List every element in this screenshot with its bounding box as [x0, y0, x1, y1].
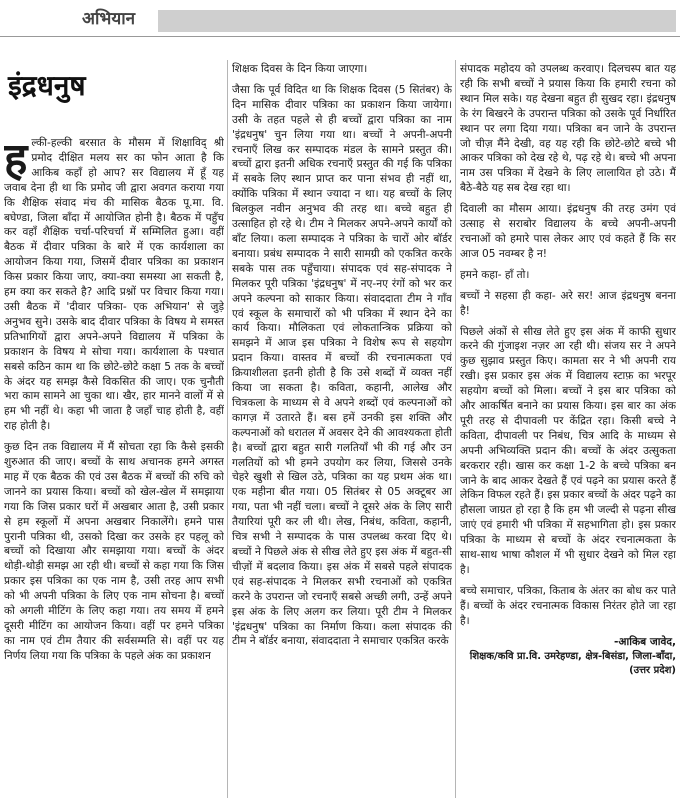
paragraph: दिवाली का मौसम आया। इंद्रधनुष की तरह उमंग एवं उत्साह से सराबोर विद्यालय के बच्चे अपनी-अपनी रचनाओं को हमारे पास लेकर आए एवं कहते हैं कि सर आज 05 नवम्बर है न!: [460, 203, 676, 260]
column-divider: [455, 60, 456, 798]
drop-cap: ह: [4, 136, 28, 185]
article-column-2: [232, 62, 452, 798]
section-title: अभियान: [82, 9, 136, 29]
author-designation: शिक्षक/कवि प्रा.वि. उमरेहण्डा, क्षेत्र-बिसंडा, जिला-बाँदा,: [469, 650, 676, 662]
article-title: इंद्रधनुष: [8, 69, 86, 102]
paragraph: हमने कहा- हाँ तो।: [460, 268, 530, 281]
header-divider: [0, 36, 680, 37]
header-gray-bar: [158, 10, 676, 32]
paragraph: बच्चों ने सहसा ही कहा- अरे सर! आज इंद्रधनुष बनना है!: [460, 289, 676, 317]
column-divider: [227, 60, 228, 798]
article-column-3: [460, 62, 676, 798]
paragraph: हल्की-हल्की बरसात के मौसम में शिक्षाविद् श्री प्रमोद दीक्षित मलय सर का फोन आता है कि आकिब कहाँ हो आप? सर विद्यालय में हूँ यह जवाब देना ही था कि प्रमोद जी द्वारा अवगत कराया गया कि शैक्षिक संवाद मंच की मासिक बैठक पू.मा. वि. बघेण्डा, जिला बाँदा में आयोजित होनी है। बैठक में पहुँच कर वहाँ शैक्षिक चर्चा-परिचर्चा में सम्मिलित हुआ। वहीं बैठक में दीवार पत्रिका के बारे में एक कार्यशाला का आयोजन किया गया, जिसमें दीवार पत्रिका का प्रकाशन किस प्रकार किया जाए, क्या-क्या समस्या आ सकती है, हम क्या कर सकते है? आदि प्रश्नों पर विचार किया गया। उसी बैठक में 'दीवार पत्रिका- एक अभियान' से जुड़े अनुभव सुने। उसके बाद दीवार पत्रिका के विषय मे समस्त प्रतिभागियों द्वारा अपने-अपने विद्यालय में पत्रिका के प्रकाशन के विषय मे सोचा गया। कार्यशाला के पश्चात सबसे कठिन काम था कि छोटे-छोटे कक्षा 5 तक के बच्चों के अंदर यह समझ कैसे विकसित की जाए। एक चुनौती भरा काम सामने आ चुका था। खैर, हार मानने वालों में से हम भी नहीं थे। कहा भी जाता है जहाँ चाह होती है, वहीं राह होती है।: [4, 136, 224, 433]
article-column-1: [4, 136, 224, 798]
author-state: (उत्तर प्रदेश): [629, 665, 676, 677]
paragraph: शिक्षक दिवस के दिन किया जाएगा।: [232, 63, 368, 75]
paragraph: कुछ दिन तक विद्यालय में मैं सोचता रहा कि कैसे इसकी शुरुआत की जाए। बच्चों के साथ अचानक हमने अगस्त माह में एक बैठक की एवं उस बैठक में बच्चों की रुचि को जानने का प्रयास किया। बच्चों को खेल-खेल में समझाया गया कि जिस प्रकार घरों में अखबार आता है, उसी प्रकार से हम स्कूलों में अपना अखबार निकालेंगे। हमने पास पुरानी पत्रिका थी, उसको दिखा कर उसके हर पहलू को बच्चों को दिखाया और समझाया गया। बच्चों के अंदर थोड़ी-थोड़ी समझ आ रही थी। बच्चों से कहा गया कि जिस प्रकार इस पत्रिका का एक नाम है, उसी तरह आप सभी को भी अपनी पत्रिका के लिए एक नाम सोचना है। बच्चों को अगली मीटिंग के लिए कहा गया। तय समय में हमने दूसरी मीटिंग का आयोजन किया। वहीं पर हमने पत्रिका का नाम एवं टीम तैयार की सर्वसम्मति से। वहीं पर यह निर्णय लिया गया कि पत्रिका के पहले अंक का प्रकाशन: [4, 441, 224, 662]
paragraph: जैसा कि पूर्व विदित था कि शिक्षक दिवस (5 सितंबर) के दिन मासिक दीवार पत्रिका का प्रकाशन किया जायेगा। उसी के तहत पहले से ही बच्चों द्वारा पत्रिका का नाम 'इंद्रधनुष' चुन लिया गया था। बच्चों ने अपनी-अपनी रचनाएँ लिख कर सम्पादक मंडल के सामने प्रस्तुत की। बच्चों द्वारा इतनी अधिक रचनाएँ प्रस्तुत की गई कि पत्रिका में सबके लिए स्थान प्राप्त कर पाना संभव ही नहीं था, क्योंकि पत्रिका में स्थान ज्यादा न था। यह बच्चों के लिए बिलकुल नवीन अनुभव की तरह था। बच्चे बहुत ही उत्साहित हो रहे थे। टीम ने मिलकर अपने-अपने कार्यों को बाँट लिया। कला सम्पादक ने पत्रिका के चारों ओर बॉर्डर बनाया। प्रबंध सम्पादक ने सारी सामग्री को एकत्रित करके सबके पास तक पहुँचाया। संपादक एवं सह-संपादक ने मिलकर पूरी पत्रिका 'इंद्रधनुष' में नए-नए रंगों को भर कर अपने कल्पना को साकार किया। संवाददाता टीम ने गाँव एवं स्कूल के समाचारों को भी पत्रिका में स्थान देने का कार्य किया। मौलिकता एवं लोकतान्त्रिक प्रक्रिया को समझने में आज इस पत्रिका ने विशेष रूप से सहयोग प्रदान किया। वास्तव में बच्चों की रचनात्मकता एवं क्रियाशीलता इतनी होती है कि उसे शब्दों में व्यक्त नहीं किया जा सकता है। कविता, कहानी, आलेख और चित्रकला के माध्यम से वे अपने शब्दों एवं कल्पनाओं को कागज़ में उतारते हैं। बस हमें उनकी इस शक्ति और कल्पनाओं को धरातल में अवसर देने की आवश्यकता होती है। बच्चों द्वारा बहुत सारी गलतियाँ भी की गई और उन गलतियों को भी हमने उपयोग कर लिया, जिससे उनके चेहरे खुशी से खिल उठे, पत्रिका का यह प्रथम अंक था। एक महीना बीत गया। 05 सितंबर से 05 अक्टूबर आ गया, पता भी नहीं चला। बच्चों ने दूसरे अंक के लिए सारी तैयारियां पूरी कर ली थी। लेख, निबंध, कविता, कहानी, चित्र सभी ने सम्पादक के पास उपलब्ध करवा दिए थे। बच्चों ने पिछले अंक से सीख लेते हुए इस अंक में बहुत-सी चीज़ों में बदलाव किया। इस अंक में सबसे पहले संपादक एवं सह-संपादक ने मिलकर सभी रचनाओं को एकत्रित करने के उपरान्त जो रचनाएँ सबसे अच्छी लगी, उन्हें अपने इस अंक के लिए अलग कर लिया। पूरी टीम ने मिलकर 'इंद्रधनुष' पत्रिका का निर्माण किया। कला संपादक की टीम ने बॉर्डर बनाया, संवाददाता ने समाचार एकत्रित करके: [232, 83, 452, 648]
paragraph: संपादक महोदय को उपलब्ध करवाए। दिलचस्प बात यह रही कि सभी बच्चों ने प्रयास किया कि हमारी रचना को स्थान मिल सके। यह देखना बहुत ही सुखद रहा। इंद्रधनुष के रंग बिखरने के उपरान्त पत्रिका को उसके पूर्व निर्धारित स्थान पर लगा दिया गया। पत्रिका बन जाने के उपरान्त जो चीज़ मैंने देखी, वह यह रही कि छोटे-छोटे बच्चे भी आकर पत्रिका को देख रहे थे, पढ़ रहे थे। बच्चे भी अपना नाम उस पत्रिका में देखने के लिए लालायित हो उठे। मैं बैठे-बैठे यह सब देख रहा था।: [460, 63, 676, 195]
paragraph: पिछले अंकों से सीख लेते हुए इस अंक में काफी सुधार करने की गुंजाइश नज़र आ रही थी। संजय सर ने अपने कुछ सुझाव प्रस्तुत किए। कामता सर ने भी अपनी राय रखी। इस प्रकार इस अंक में विद्यालय स्टाफ़ का भरपूर सहयोग बच्चों को मिला। बच्चों ने इस बार पत्रिका को और आकर्षित बनाने का प्रयास किया। इस बार का अंक पूरी तरह से दीपावली पर केंद्रित रहा। किसी बच्चे ने कविता, दीपावली पर निबंध, चित्र आदि के माध्यम से अपनी अभिव्यक्ति प्रदान की। बच्चों के अंदर उत्सुकता बरकरार रही। खास कर कक्षा 1-2 के बच्चे पत्रिका बन जाने के बाद आकर देखते हैं एवं पढ़ने का प्रयास करते हैं लेकिन विफल रहते हैं। इस प्रकार बच्चों के अंदर पढ़ने का हौसला जाग्रत हो रहा है कि हम भी जल्दी से पढ़ना सीख जाएं एवं हमारी भी पत्रिका में सहभागिता हो। इस प्रकार पत्रिका के माध्यम से बच्चों के अंदर रचनात्मकता के साथ-साथ भाषा कौशल में भी सुधार देखने को मिल रहा है।: [460, 325, 676, 576]
author-name: -आकिब जावेद,: [614, 635, 676, 648]
paragraph: बच्चे समाचार, पत्रिका, किताब के अंतर का बोध कर पाते हैं। बच्चों के अंदर रचनात्मक विकास निरंतर होते जा रहा है।: [460, 584, 676, 627]
page-header: [0, 0, 680, 34]
